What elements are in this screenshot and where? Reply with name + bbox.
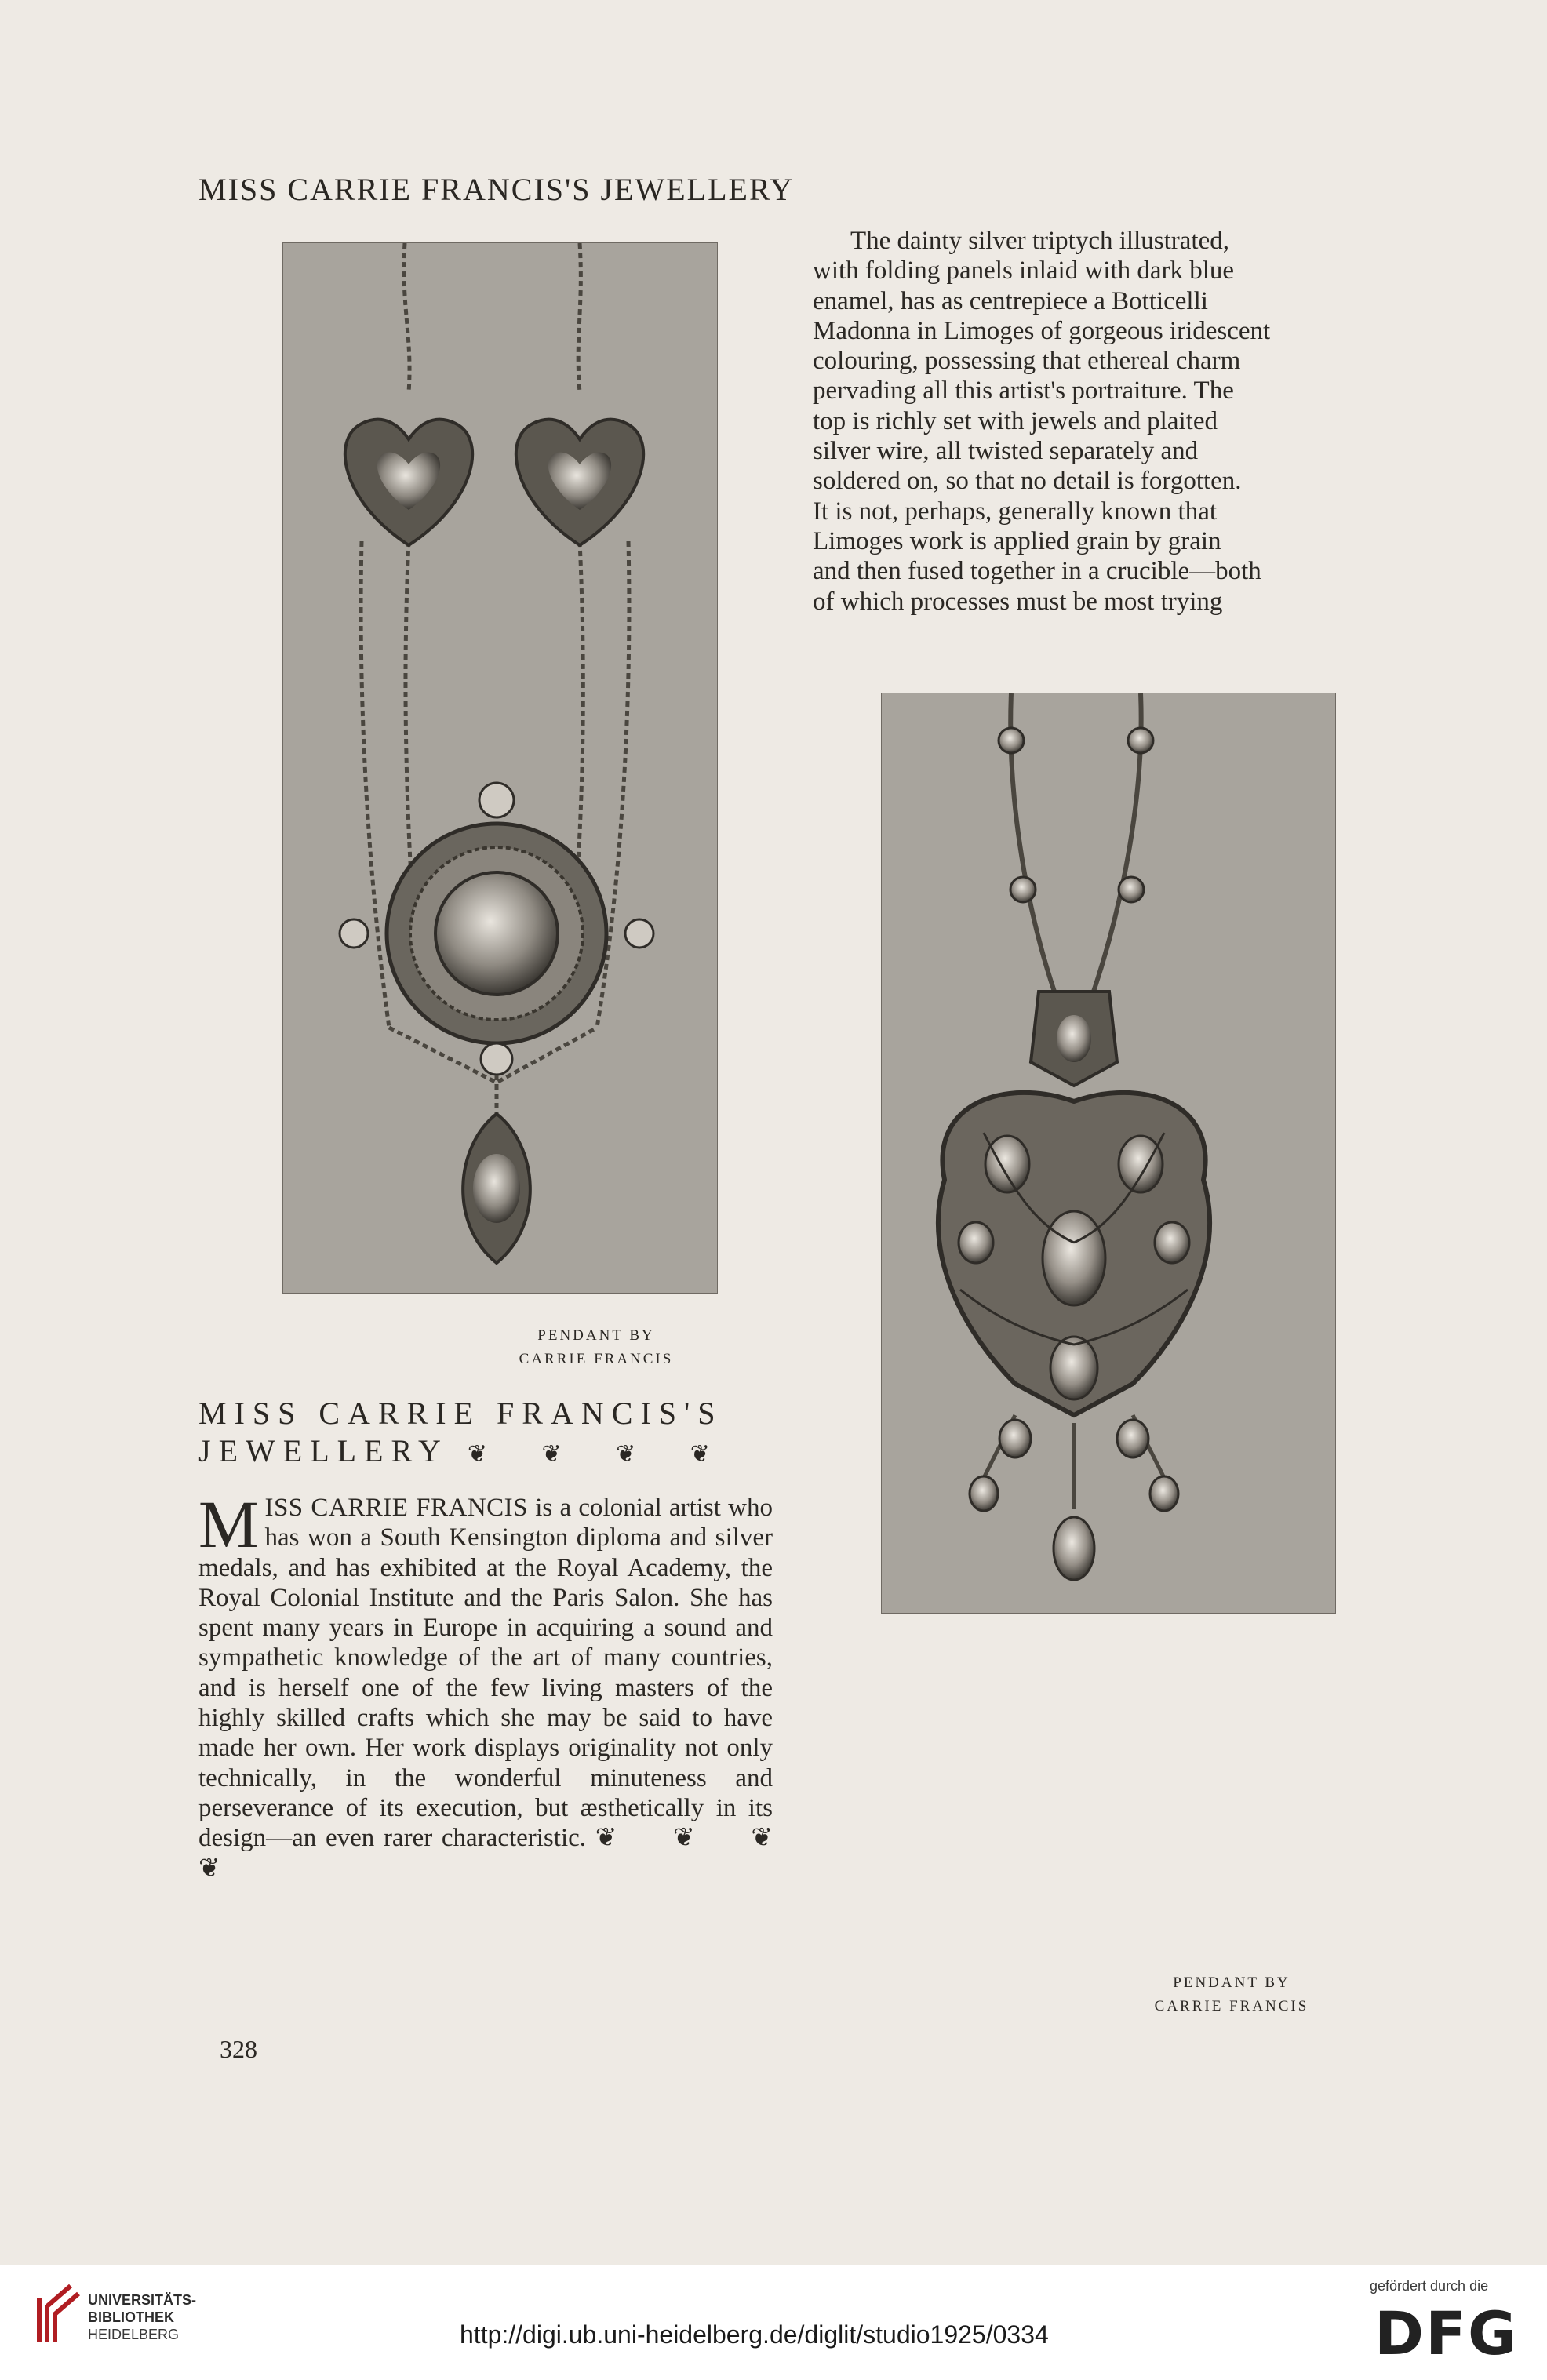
end-ornament: ❦ ❦ ❦ ❦ <box>198 1824 774 1883</box>
article-text: is a colonial artist who has won a South Kensington diploma and silver medals, and has exhibited at the Royal Academy, the Royal Colonial Institute and the Paris Salon. She has spent many years in Europe in acquiring a sound and sympathetic knowledge of the art of many countries, and is herself one of the few living masters of the highly skilled crafts which she may be said to have made her own. Her work displays originality not only technically, in the wonderful minuteness and perseverance of its execution, but æsthetically in its design—an even rarer characteristic. <box>198 1494 773 1853</box>
university-library-logo-icon <box>35 2283 83 2345</box>
leaf-ornament: ❦ ❦ ❦ ❦ <box>467 1441 710 1467</box>
text-line: Madonna in Limoges of gorgeous iridescent <box>813 316 1271 345</box>
text-line: of which processes must be most trying <box>813 587 1223 616</box>
library-line: UNIVERSITÄTS- <box>88 2292 197 2308</box>
text-line: pervading all this artist's portraiture. The <box>813 377 1234 406</box>
text-line: soldered on, so that no detail is forgotten. <box>813 467 1242 496</box>
pendant-illustration-right <box>882 693 1335 1613</box>
article-paragraph <box>198 1487 774 1883</box>
article-title <box>198 1395 775 1473</box>
plate-caption-left <box>502 1324 690 1371</box>
text-line: enamel, has as centrepiece a Botticelli <box>813 286 1208 315</box>
page-number: 328 <box>220 2035 257 2063</box>
text-line: It is not, perhaps, generally known that <box>813 497 1218 526</box>
title-line-2 <box>198 1432 775 1473</box>
text-line: top is richly set with jewels and plaited <box>813 406 1218 435</box>
caption-line: PENDANT BY <box>537 1327 655 1344</box>
title-line-1: MISS CARRIE FRANCIS'S <box>198 1396 723 1431</box>
right-column-text <box>813 226 1384 617</box>
caption-line: CARRIE FRANCIS <box>519 1351 674 1367</box>
article-body <box>198 1487 774 1883</box>
text-line: with folding panels inlaid with dark blue <box>813 257 1235 286</box>
text-line: Limoges work is applied grain by grain <box>813 526 1221 555</box>
text-line: silver wire, all twisted separately and <box>813 437 1199 466</box>
library-line: HEIDELBERG <box>88 2327 180 2342</box>
text-line: and then fused together in a crucible—both <box>813 557 1261 586</box>
funding-note: gefördert durch die <box>1370 2278 1489 2294</box>
drop-cap: M <box>198 1487 259 1562</box>
text-line: The dainty silver triptych illustrated, <box>850 227 1229 255</box>
caption-line: CARRIE FRANCIS <box>1154 1998 1309 2014</box>
pendant-plate-left <box>282 242 718 1294</box>
title-word: JEWELLERY <box>198 1433 449 1468</box>
caption-line: PENDANT BY <box>1173 1974 1290 1991</box>
lead-in-words: ISS CARRIE FRANCIS <box>264 1494 529 1522</box>
library-name <box>88 2291 196 2343</box>
text-line: colouring, possessing that ethereal charm <box>813 347 1241 376</box>
running-head: MISS CARRIE FRANCIS'S JEWELLERY <box>198 172 795 207</box>
source-url-link[interactable]: http://digi.ub.uni-heidelberg.de/diglit/studio1925/0334 <box>460 2320 1049 2349</box>
plate-caption-right <box>1130 1971 1334 2018</box>
library-line: BIBLIOTHEK <box>88 2309 174 2325</box>
pendant-illustration-left <box>283 243 717 1293</box>
pendant-plate-right <box>881 693 1336 1614</box>
dfg-logo: DFG <box>1374 2298 1519 2368</box>
